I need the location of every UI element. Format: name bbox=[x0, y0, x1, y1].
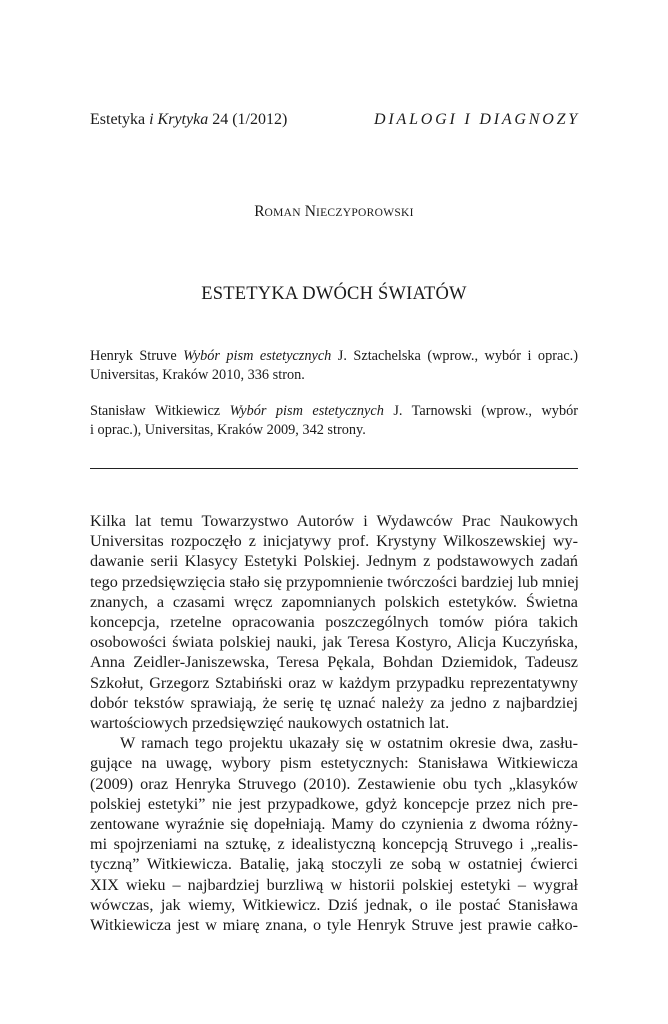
reference-line: i oprac.), Universitas, Kraków 2009, 342 strony. bbox=[90, 421, 366, 438]
reference-author: Stanisław Witkiewicz bbox=[90, 403, 221, 419]
body-line: mi spojrzeniami na sztukę, z idealistyczną koncepcją Struvego i „realis- bbox=[90, 835, 578, 854]
body-line: tyczną” Witkiewicza. Batalię, jaką stoczyli ze sobą w ostatniej ćwierci bbox=[90, 855, 578, 874]
article-body bbox=[90, 511, 578, 935]
body-line: osobowości świata polskiej nauki, jak Teresa Kostyro, Alicja Kuczyńska, bbox=[90, 633, 578, 652]
journal-citation bbox=[90, 111, 287, 129]
reviewed-book-2 bbox=[90, 402, 578, 439]
running-header bbox=[90, 111, 580, 129]
reference-line bbox=[90, 402, 578, 421]
body-line: gujące na uwagę, wybory pism estetycznych: Stanisława Witkiewicza bbox=[90, 754, 578, 773]
body-line: Kilka lat temu Towarzystwo Autorów i Wydawców Prac Naukowych bbox=[90, 512, 578, 530]
author-last-rest: IECZYPOROWSKI bbox=[315, 207, 414, 219]
body-line: znanych, a czasami wręcz zapomnianych polskich estetyków. Świetna bbox=[90, 592, 578, 611]
journal-name: Estetyka bbox=[90, 111, 146, 128]
body-line: Anna Zeidler-Janiszewska, Teresa Pękala, Bohdan Dziemidok, Tadeusz bbox=[90, 653, 578, 672]
body-line: wówczas, jak wiemy, Witkiewicz. Dziś jednak, o ile postać Stanisława bbox=[90, 895, 578, 914]
reference-author: Henryk Struve bbox=[90, 348, 177, 364]
journal-name-second: Krytyka bbox=[157, 111, 209, 128]
journal-conjunction: i bbox=[149, 111, 154, 128]
body-line: Szkołut, Grzegorz Sztabiński oraz w każdym przypadku reprezentatywny bbox=[90, 673, 578, 692]
reference-line bbox=[90, 347, 578, 366]
body-line: dobór tekstów sprawiają, że serię tę uznać należy za jedno z najbardziej bbox=[90, 693, 578, 712]
reference-work: Wybór pism estetycznych bbox=[229, 403, 384, 419]
separator-rule bbox=[90, 468, 578, 469]
section-name: DIALOGI I DIAGNOZY bbox=[374, 111, 580, 128]
body-line: tego przedsięwzięcia stało się przypomnienie twórczości bardziej lub mniej bbox=[90, 572, 580, 591]
article-author bbox=[0, 203, 668, 221]
reference-work: Wybór pism estetycznych bbox=[183, 348, 332, 364]
body-line: zentowane wyraźnie się dopełniają. Mamy do czynienia z dwoma różny- bbox=[90, 815, 578, 834]
body-line: Universitas rozpoczęło z inicjatywy prof. Krystyny Wilkoszewskiej wy- bbox=[90, 532, 578, 551]
body-line: dawanie serii Klasycy Estetyki Polskiej. Jednym z podstawowych zadań bbox=[90, 552, 578, 571]
author-last-initial: N bbox=[304, 203, 316, 220]
article-title: ESTETYKA DWÓCH ŚWIATÓW bbox=[201, 284, 467, 304]
reference-details: J. Tarnowski (wprow., wybór bbox=[393, 403, 579, 419]
reference-details: J. Sztachelska (wprow., wybór i oprac.) bbox=[337, 348, 579, 364]
reviewed-book-1 bbox=[90, 347, 578, 384]
body-line: polskiej estetyki” nie jest przypadkowe, gdyż koncepcje przez nich pre- bbox=[90, 794, 578, 813]
author-first-initial: R bbox=[254, 203, 265, 220]
body-line: XIX wieku – najbardziej burzliwą w historii polskiej estetyki – wygrał bbox=[90, 875, 578, 894]
journal-issue: 24 (1/2012) bbox=[212, 111, 288, 128]
author-first-rest: OMAN bbox=[264, 207, 301, 219]
body-line: wartościowych przedsięwzięć naukowych ostatnich lat. bbox=[90, 714, 450, 733]
reference-line: Universitas, Kraków 2010, 336 stron. bbox=[90, 366, 305, 383]
body-line: Witkiewicza jest w miarę znana, o tyle Henryk Struve jest prawie całko- bbox=[90, 916, 578, 935]
body-line: (2009) oraz Henryka Struvego (2010). Zestawienie obu tych „klasyków bbox=[90, 774, 578, 793]
body-line: koncepcja, rzetelne opracowania poszczególnych tomów pióra takich bbox=[90, 613, 578, 632]
body-line: W ramach tego projektu ukazały się w ostatnim okresie dwa, zasłu- bbox=[120, 734, 578, 753]
